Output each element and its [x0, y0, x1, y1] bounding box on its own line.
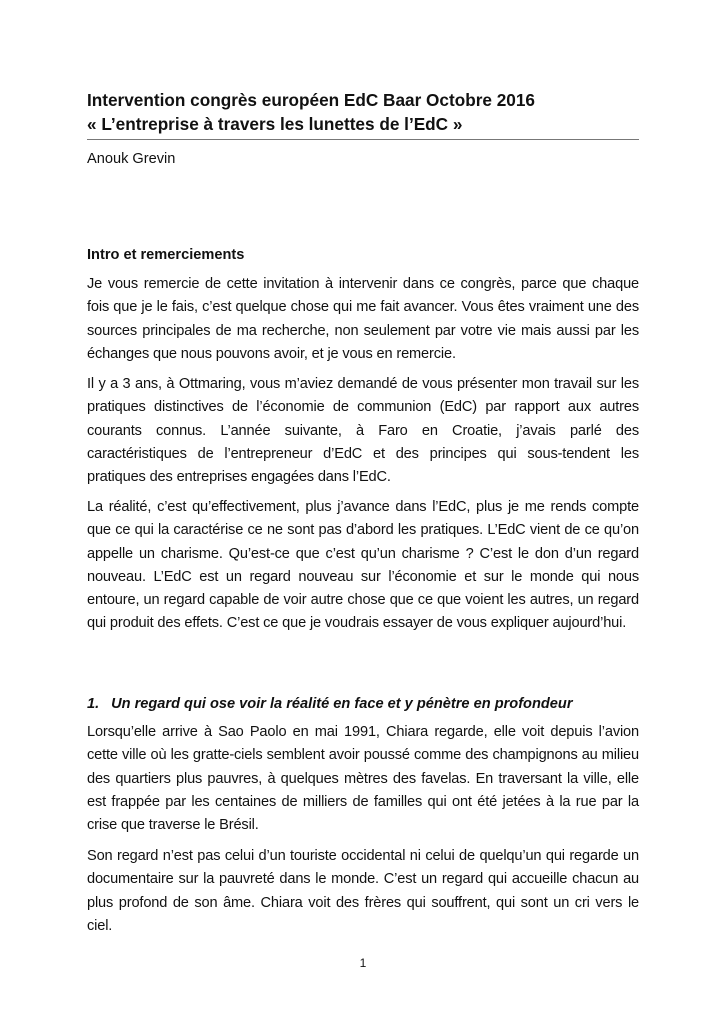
author-name: Anouk Grevin: [87, 151, 176, 167]
section-1-paragraph-2: Son regard n’est pas celui d’un touriste occidental ni celui de quelqu’un qui regarde un documentaire sur la pauvreté dans le monde. C’est un regard qui accueille chacun au plus profond de son âme. Chiara voit des frères qui souffrent, qui sont un cri vers le ciel.: [87, 848, 639, 934]
intro-paragraph-1: Je vous remercie de cette invitation à intervenir dans ce congrès, parce que chaque fois que je le fais, c’est quelque chose qui me fait avancer. Vous êtes vraiment une des sources principales de ma recherche, non seulement par votre vie mais aussi par les échanges que nous pouvons avoir, et je vous en remercie.: [87, 276, 639, 362]
title-divider: [87, 139, 639, 140]
document-title: [87, 88, 639, 136]
intro-heading: Intro et remerciements: [87, 247, 245, 263]
page-number: 1: [359, 956, 367, 970]
section-title: Un regard qui ose voir la réalité en face et y pénètre en profondeur: [111, 696, 573, 712]
title-line-2: « L’entreprise à travers les lunettes de l’EdC »: [87, 114, 463, 134]
intro-paragraph-3: La réalité, c’est qu’effectivement, plus j’avance dans l’EdC, plus je me rends compte que ce qui la caractérise ce ne sont pas d’abord les pratiques. L’EdC vient de ce qu’on appelle un charisme. Qu’est-ce que c’est qu’un charisme ? C’est le don d’un regard nouveau. L’EdC est un regard nouveau sur l’économie et sur le monde qui nous entoure, un regard capable de voir autre chose que ce que voient les autres, un regard qui produit des effets. C’est ce que je voudrais essayer de vous expliquer aujourd’hui.: [87, 499, 639, 632]
section-number: 1.: [87, 696, 100, 712]
section-1-paragraph-1: Lorsqu’elle arrive à Sao Paolo en mai 1991, Chiara regarde, elle voit depuis l’avion cette ville où les gratte-ciels semblent avoir poussé comme des champignons au milieu des quartiers plus pauvres, à quelques mètres des favelas. En traversant la ville, elle est frappée par les centaines de milliers de familles qui ont été jetées à la rue par la crise que traverse le Brésil.: [87, 724, 639, 834]
section-1-heading: [87, 693, 573, 715]
title-line-1: Intervention congrès européen EdC Baar Octobre 2016: [87, 90, 535, 110]
intro-paragraph-2: Il y a 3 ans, à Ottmaring, vous m’aviez demandé de vous présenter mon travail sur les pratiques distinctives de l’économie de communion (EdC) par rapport aux autres courants connus. L’année suivante, à Faro en Croatie, j’avais parlé des caractéristiques de l’entrepreneur d’EdC et des principes qui sous-tendent les pratiques des entreprises engagées dans l’EdC.: [87, 376, 639, 486]
